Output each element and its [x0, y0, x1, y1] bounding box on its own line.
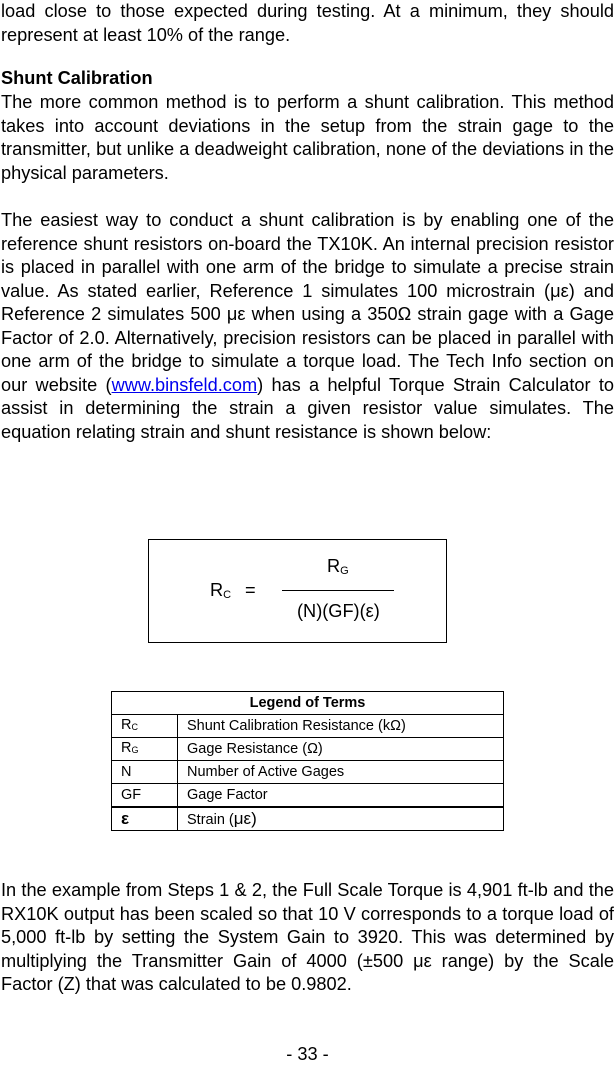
legend-strain-unit: με) — [233, 808, 257, 828]
legend-symbol-sub: G — [131, 745, 139, 755]
legend-symbol — [112, 738, 178, 761]
legend-symbol — [112, 715, 178, 738]
legend-row — [112, 715, 504, 738]
legend-symbol: N — [112, 761, 178, 784]
formula-rc — [210, 580, 231, 601]
legend-strain-label: Strain ( — [187, 811, 234, 828]
legend-description: Number of Active Gages — [178, 761, 504, 784]
shunt-paragraph-1: The more common method is to perform a shunt calibration. This method takes into account deviations in the setup from the strain gage to the transmitter, but unlike a deadweight calibration, none of the deviations in the physical parameters. — [1, 92, 614, 183]
legend-symbol-base: R — [121, 717, 132, 733]
legend-symbol: ε — [112, 807, 178, 831]
legend-description: Gage Resistance (Ω) — [178, 738, 504, 761]
legend-row — [112, 807, 504, 831]
shunt-paragraph-2 — [1, 209, 614, 444]
legend-title: Legend of Terms — [112, 692, 504, 715]
legend-symbol-sub: C — [131, 722, 138, 732]
legend-row — [112, 761, 504, 784]
page-number: - 33 - — [286, 1044, 329, 1064]
formula-rc-base: R — [210, 580, 224, 600]
legend-header-row — [112, 692, 504, 715]
formula-denominator: (N)(GF)(ε) — [297, 601, 380, 621]
legend-description: Shunt Calibration Resistance (kΩ) — [178, 715, 504, 738]
shunt-resistance-formula — [148, 539, 447, 643]
legend-of-terms-table — [111, 691, 504, 831]
example-paragraph: In the example from Steps 1 & 2, the Full Scale Torque is 4,901 ft-lb and the RX10K output has been scaled so that 10 V corresponds to a torque load of 5,000 ft-lb by setting the System Gain to 3920. This was determined by multiplying the Transmitter Gain of 4000 (±500 με range) by the Scale Factor (Z) that was calculated to be 0.9802. — [1, 880, 614, 994]
shunt-paragraph-2-text-a: The easiest way to conduct a shunt calibration is by enabling one of the reference shunt resistors on-board the TX10K. An internal precision resistor is placed in parallel with one arm of the bridge to simulate a precise strain value. As stated earlier, Reference 1 simulates 100 microstrain (με) and Reference 2 simulates 500 με when using a 350Ω strain gage with a Gage Factor of 2.0. Alternatively, precision resistors can be placed in parallel with one arm of the bridge to simulate a torque load. The Tech Info section on our website ( — [1, 210, 614, 395]
legend-row — [112, 784, 504, 808]
binsfeld-website-link[interactable]: www.binsfeld.com — [111, 374, 258, 395]
intro-paragraph: load close to those expected during testing. At a minimum, they should represent at least 10% of the range. — [1, 1, 614, 45]
formula-rc-sub: C — [223, 589, 232, 601]
legend-symbol-base: R — [121, 740, 132, 756]
formula-equals: = — [245, 580, 256, 600]
legend-symbol: GF — [112, 784, 178, 808]
legend-description: Gage Factor — [178, 784, 504, 808]
formula-rg-base: R — [327, 556, 341, 576]
formula-numerator — [327, 556, 349, 577]
legend-description — [178, 807, 504, 831]
shunt-paragraph-2-text-b: ) has a helpful Torque Strain Calculator to assist in determining the strain a given resistor value simulates. The equation relating strain and shunt resistance is shown below: — [1, 374, 614, 442]
shunt-calibration-heading: Shunt Calibration — [1, 68, 153, 88]
formula-rg-sub: G — [340, 565, 349, 577]
legend-row — [112, 738, 504, 761]
fraction-bar — [282, 590, 394, 591]
